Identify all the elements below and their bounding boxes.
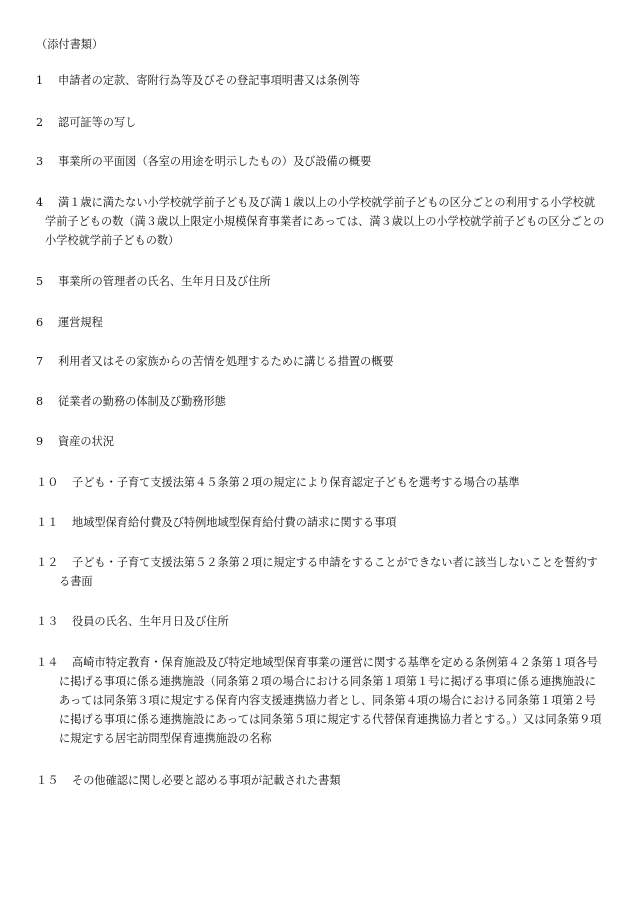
item-number: 7 (36, 355, 44, 368)
list-item-4 (36, 193, 606, 250)
item-number: 6 (36, 316, 44, 329)
item-text: 地域型保育給付費及び特例地域型保育給付費の請求に関する事項 (72, 516, 397, 529)
list-item-10 (36, 473, 606, 492)
list-item-15 (36, 771, 606, 790)
list-item-14 (36, 653, 606, 748)
item-number: １０ (36, 476, 59, 489)
list-item-3 (36, 152, 606, 171)
item-number: １５ (36, 774, 59, 787)
item-number: １３ (36, 615, 59, 628)
item-text: 資産の状況 (58, 435, 114, 448)
item-text: 従業者の勤務の体制及び勤務形態 (58, 395, 226, 408)
list-item-6 (36, 313, 606, 332)
item-text: 事業所の平面図（各室の用途を明示したもの）及び設備の概要 (58, 155, 372, 168)
item-number: 3 (36, 155, 44, 168)
item-number: 2 (36, 116, 44, 129)
list-item-5 (36, 272, 606, 291)
item-text: 満１歳に満たない小学校就学前子ども及び満１歳以上の小学校就学前子どもの区分ごとの利用する小学校就学前子どもの数（満３歳以上限定小規模保育事業者にあっては、満３歳以上の小学校就学前子どもの区分ごとの小学校就学前子どもの数） (45, 196, 605, 247)
item-text: 申請者の定款、寄附行為等及びその登記事項明書又は条例等 (58, 74, 361, 87)
list-item-8 (36, 392, 606, 411)
item-number: 8 (36, 395, 44, 408)
list-item-11 (36, 513, 606, 532)
item-number: １２ (36, 556, 59, 569)
item-number: １１ (36, 516, 59, 529)
item-text: 事業所の管理者の氏名、生年月日及び住所 (58, 275, 271, 288)
document-heading: （添付書類） (36, 38, 104, 51)
item-number: 5 (36, 275, 44, 288)
item-number: 4 (36, 196, 44, 209)
item-text: 運営規程 (58, 316, 103, 329)
list-item-13 (36, 612, 606, 631)
item-text: 認可証等の写し (58, 116, 137, 129)
item-text: 利用者又はその家族からの苦情を処理するために講じる措置の概要 (58, 355, 394, 368)
item-text: その他確認に関し必要と認める事項が記載された書類 (72, 774, 341, 787)
list-item-2 (36, 113, 606, 132)
list-item-9 (36, 432, 606, 451)
item-text: 子ども・子育て支援法第５２条第２項に規定する申請をすることができない者に該当しないことを誓約する書面 (59, 556, 598, 588)
item-text: 役員の氏名、生年月日及び住所 (72, 615, 229, 628)
item-number: 9 (36, 435, 44, 448)
item-text: 高崎市特定教育・保育施設及び特定地域型保育事業の運営に関する基準を定める条例第４２条第１項各号に掲げる事項に係る連携施設（同条第２項の場合における同条第１項第１号に掲げる事項に係る連携施設にあっては同条第３項に規定する保育内容支援連携協力者とし、同条第４項の場合における同条第１項第２号に掲げる事項に係る連携施設にあっては同条第５項に規定する代替保育連携協力者とする。）又は同条第９項に規定する居宅訪問型保育連携施設の名称 (59, 656, 602, 745)
item-text: 子ども・子育て支援法第４５条第２項の規定により保育認定子どもを選考する場合の基準 (72, 476, 520, 489)
item-number: 1 (36, 74, 44, 87)
list-item-7 (36, 352, 606, 371)
list-item-12 (36, 553, 606, 591)
list-item-1 (36, 71, 606, 90)
item-number: １４ (36, 656, 59, 669)
